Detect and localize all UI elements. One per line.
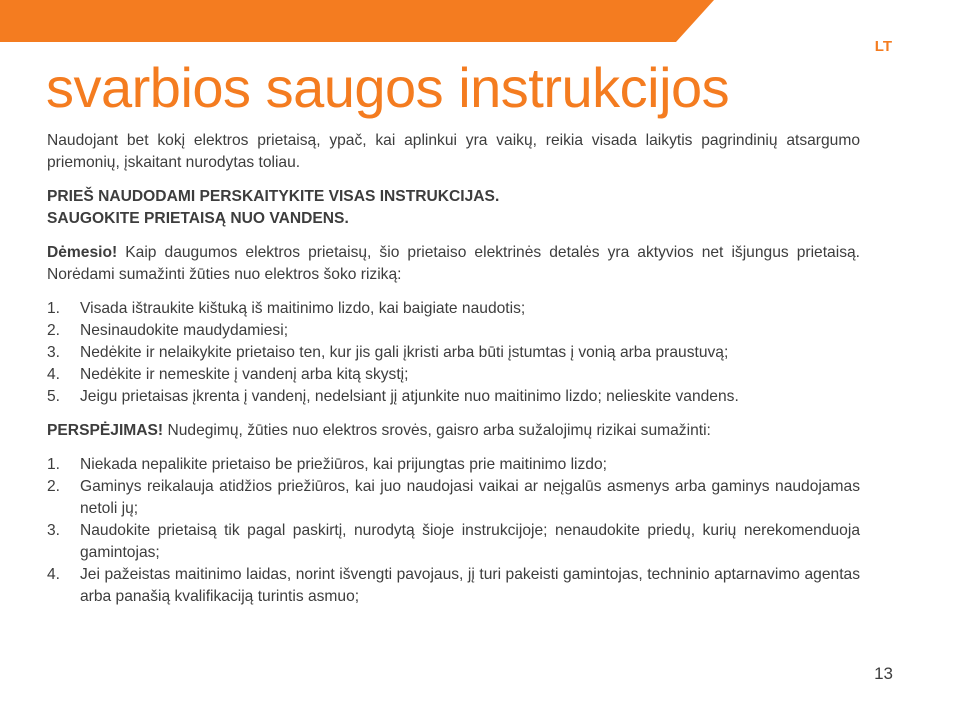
- list-number: 1.: [47, 456, 61, 473]
- list-text: Niekada nepalikite prietaiso be priežiūros, kai prijungtas prie maitinimo lizdo;: [80, 456, 607, 473]
- read-instructions-notice: PRIEŠ NAUDODAMI PERSKAITYKITE VISAS INSTRUKCIJAS.: [47, 188, 500, 205]
- intro-paragraph: Naudojant bet kokį elektros prietaisą, ypač, kai aplinkui yra vaikų, reikia visada laikytis pagrindinių atsargumo priemonių, įskaitant nurodytas toliau.: [47, 132, 860, 171]
- list-item: [47, 476, 860, 520]
- attention-text: Kaip daugumos elektros prietaisų, šio prietaiso elektrinės detalės yra aktyvios net išjungus prietaisą. Norėdami sumažinti žūties nuo elektros šoko riziką:: [47, 244, 860, 283]
- list-number: 1.: [47, 300, 61, 317]
- list-text: Nesinaudokite maudydamiesi;: [80, 322, 289, 339]
- list-number: 2.: [47, 322, 61, 339]
- list-item: [47, 564, 860, 608]
- list-number: 4.: [47, 566, 61, 583]
- list-number: 3.: [47, 522, 61, 539]
- attention-paragraph: [47, 242, 860, 286]
- list-number: 4.: [47, 366, 61, 383]
- instructions-body: [47, 130, 860, 620]
- list-text: Jeigu prietaisas įkrenta į vandenį, nedelsiant jį atjunkite nuo maitinimo lizdo; nelieskite vandens.: [80, 388, 739, 405]
- list-number: 5.: [47, 388, 61, 405]
- page-number: 13: [874, 664, 893, 683]
- warning-text: Nudegimų, žūties nuo elektros srovės, gaisro arba sužalojimų rizikai sumažinti:: [163, 422, 711, 439]
- electric-shock-list: [47, 298, 860, 408]
- list-item: [47, 520, 860, 564]
- list-number: 2.: [47, 478, 61, 495]
- keep-from-water-notice: SAUGOKITE PRIETAISĄ NUO VANDENS.: [47, 210, 349, 227]
- list-item: [47, 320, 860, 342]
- list-text: Nedėkite ir nelaikykite prietaiso ten, kur jis gali įkristi arba būti įstumtas į vonią arba praustuvą;: [80, 344, 729, 361]
- caps-warnings: [47, 186, 860, 230]
- language-code: LT: [874, 38, 892, 55]
- header-accent-bar: [0, 0, 954, 42]
- list-item: [47, 298, 860, 320]
- list-text: Visada ištraukite kištuką iš maitinimo lizdo, kai baigiate naudotis;: [80, 300, 526, 317]
- list-text: Jei pažeistas maitinimo laidas, norint išvengti pavojaus, jį turi pakeisti gamintojas, techninio aptarnavimo agentas arba panašią kvalifikaciją turintis asmuo;: [80, 566, 860, 605]
- list-item: [47, 342, 860, 364]
- safety-list: [47, 454, 860, 608]
- warning-label: PERSPĖJIMAS!: [47, 422, 164, 439]
- list-item: [47, 386, 860, 408]
- page-title: svarbios saugos instrukcijos: [46, 56, 730, 119]
- list-item: [47, 364, 860, 386]
- list-text: Nedėkite ir nemeskite į vandenį arba kitą skystį;: [80, 366, 409, 383]
- attention-label: Dėmesio!: [47, 244, 118, 261]
- warning-paragraph: [47, 420, 860, 442]
- list-text: Gaminys reikalauja atidžios priežiūros, kai juo naudojasi vaikai ar neįgalūs asmenys arba gaminys naudojamas netoli jų;: [80, 478, 860, 517]
- list-item: [47, 454, 860, 476]
- list-number: 3.: [47, 344, 61, 361]
- list-text: Naudokite prietaisą tik pagal paskirtį, nurodytą šioje instrukcijoje; nenaudokite priedų, kurių nerekomenduoja gamintojas;: [80, 522, 860, 561]
